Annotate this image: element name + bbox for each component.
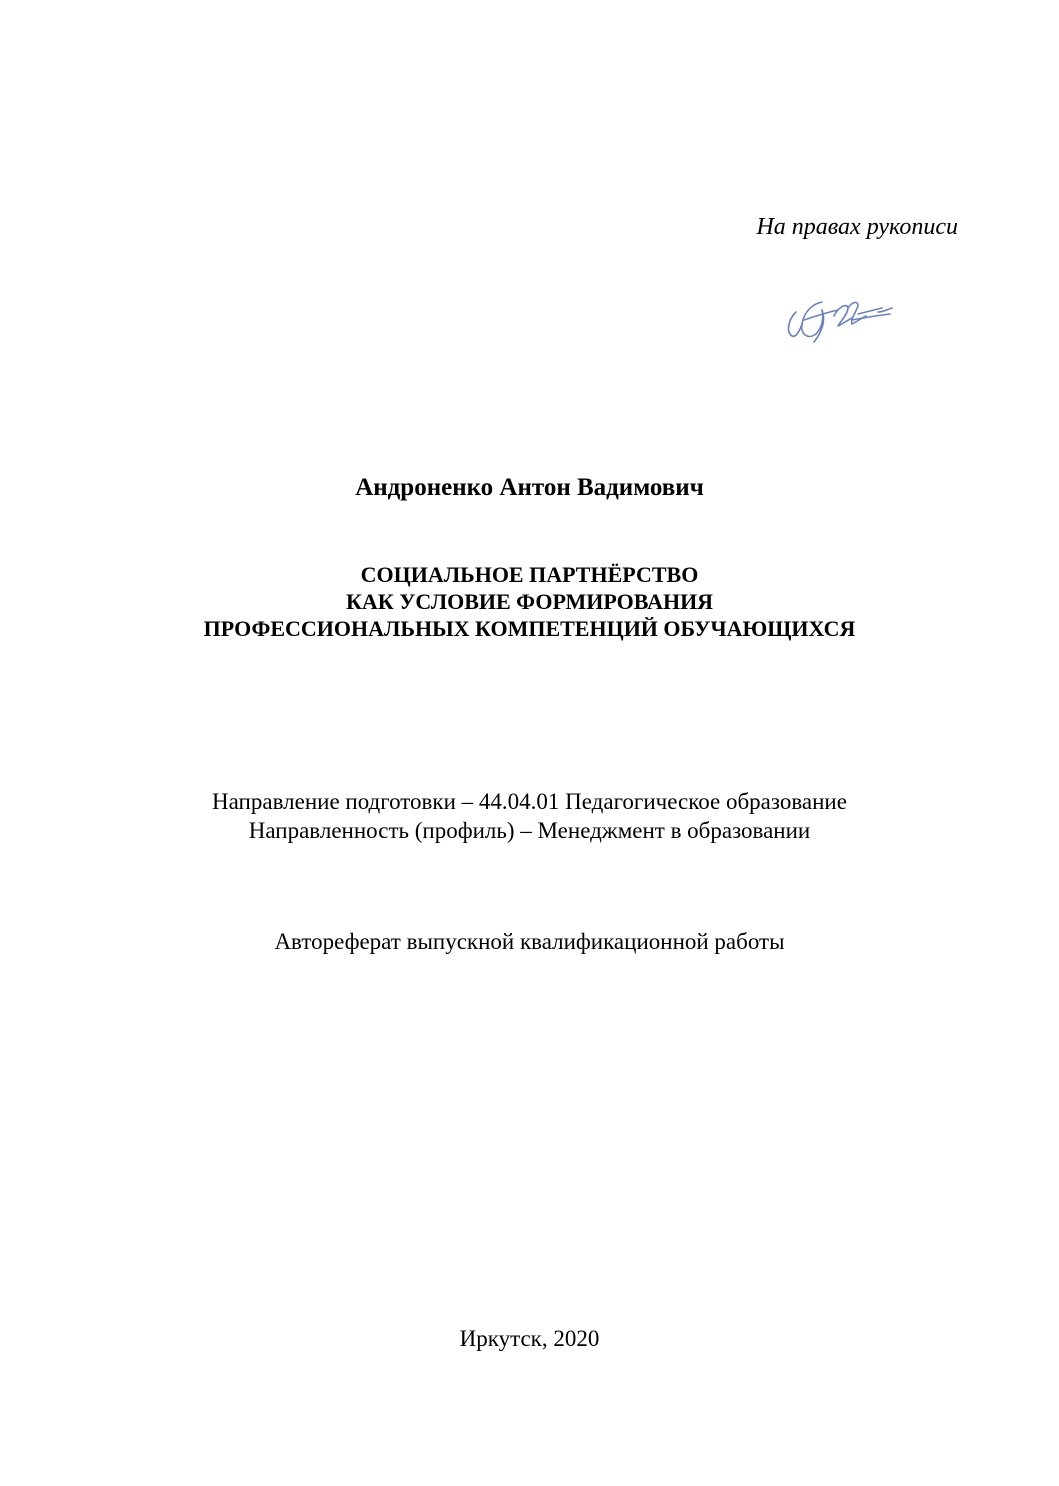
- title-line: ПРОФЕССИОНАЛЬНЫХ КОМПЕТЕНЦИЙ ОБУЧАЮЩИХСЯ: [203, 616, 856, 641]
- rights-note: На правах рукописи: [756, 214, 958, 240]
- city-year: Иркутск, 2020: [459, 1326, 600, 1351]
- title-line: КАК УСЛОВИЕ ФОРМИРОВАНИЯ: [345, 589, 714, 614]
- handwritten-signature: [782, 290, 902, 350]
- thesis-title: [0, 561, 1059, 642]
- program-direction: Направление подготовки – 44.04.01 Педагогическое образование: [212, 789, 847, 814]
- program-profile: Направленность (профиль) – Менеджмент в образовании: [248, 818, 811, 843]
- document-type: Автореферат выпускной квалификационной работы: [274, 929, 785, 954]
- program-info: [0, 787, 1059, 845]
- author-name: Андроненко Антон Вадимович: [355, 474, 704, 501]
- title-line: СОЦИАЛЬНОЕ ПАРТНЁРСТВО: [360, 562, 699, 587]
